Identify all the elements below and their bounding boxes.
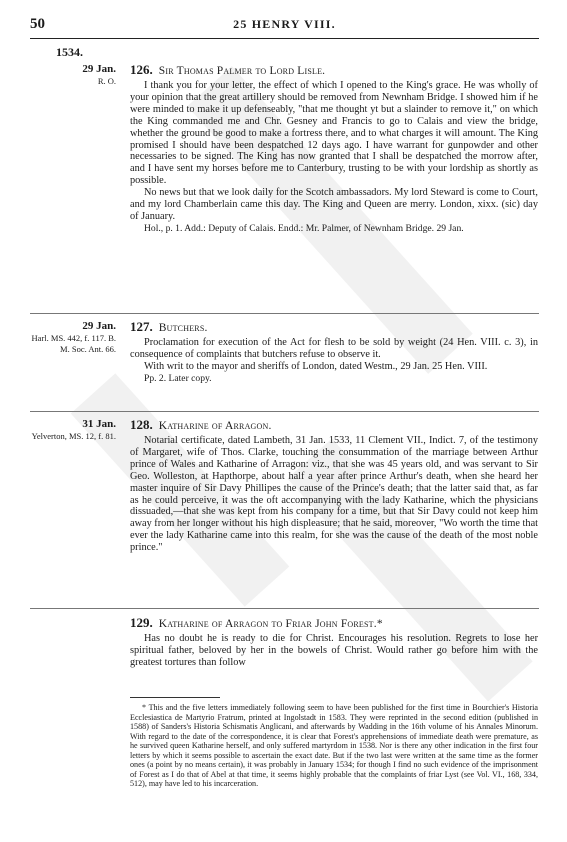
entry-paragraph: Notarial certificate, dated Lambeth, 31 Jan. 1533, 11 Clement VII., Indict. 7, of the testimony of Margaret, wife of Thos. Clarke, touching the consummation of the marriage between Arthur prince of Wales and Katharine of Arragon: viz., that she was 45 years old, and was servant to Sir Geo. Wolleston, at Hapthorpe, about half a year after prince Arthur's death, when she heard her master inquire of Sir Davy Phillipes the cause of the Prince's death; that the latter said that, as far as he could perceive, it was the oft accompanying with the lady Katharine, which the physicians dissuaded,—that she was kept from his company for a time, but that Sir Davy could not keep him away from her longer without his high displeasure; that he said, moreover, "Wo worth the time that ever the lady Katharine came into this realm, for she was the cause of the death of the most noble prince."	[130, 435, 538, 554]
entry-separator	[30, 411, 539, 412]
entry-127-body	[130, 337, 538, 385]
entry-provenance: Hol., p. 1. Add.: Deputy of Calais. Endd.: Mr. Palmer, of Newnham Bridge. 29 Jan.	[144, 222, 464, 234]
entry-number: 128.	[130, 417, 153, 432]
entry-128-title	[130, 418, 540, 433]
entry-paragraph: Has no doubt he is ready to die for Christ. Encourages his resolution. Regrets to lose her spiritual father, beloved by her in the bowels of Christ. Would rather go before him with the greatest tortures than follow	[130, 633, 538, 668]
footnote	[130, 703, 538, 789]
entry-128-margin	[28, 418, 116, 442]
entry-129-body	[130, 633, 538, 669]
entry-provenance: Pp. 2. Later copy.	[144, 372, 212, 384]
entry-date: 31 Jan.	[82, 418, 116, 430]
entry-heading: Katharine of Arragon.	[158, 420, 272, 432]
entry-126-title	[130, 63, 540, 78]
year-label: 1534.	[56, 45, 83, 59]
entry-date: 29 Jan.	[82, 63, 116, 75]
entry-heading: Butchers.	[158, 322, 208, 334]
entry-source: Yelverton, MS. 12, f. 81.	[31, 431, 116, 441]
entry-127-margin	[28, 320, 116, 354]
entry-heading: Katharine of Arragon to Friar John Forest.*	[158, 618, 383, 630]
entry-number: 127.	[130, 319, 153, 334]
entry-paragraph: I thank you for your letter, the effect of which I opened to the King's grace. He was wholly of your opinion that the great artillery should be removed from Newnham Bridge. I showed him if he were minded to make it up defenseably, "that me thought yt but a slainder to remove it," on which the King commanded me and Chr. Gesney and Francis to go to Calais and view the bridge, whether the ground be good to make a fortress there, and to what charges it will amount. The King promised I should have been despatched 12 days ago. I have warrant for gunpowder and other necessaries to be signed. The King has now granted that I shall be despatched the morrow after, and I have sent my horses before me to Canterbury, trusting to be with your lordship as shortly as possible.	[130, 80, 538, 187]
entry-paragraph: With writ to the mayor and sheriffs of London, dated Westm., 29 Jan. 25 Hen. VIII.	[144, 360, 488, 372]
header-rule	[30, 38, 539, 39]
entry-source: Harl. MS. 442, f. 117. B. M. Soc. Ant. 66.	[31, 333, 116, 354]
page-number: 50	[30, 16, 45, 32]
footnote-rule	[130, 697, 220, 698]
entry-source: R. O.	[97, 76, 116, 86]
running-head: 25 HENRY VIII.	[233, 17, 336, 31]
entry-date: 29 Jan.	[82, 320, 116, 332]
entry-separator	[30, 313, 539, 314]
entry-126-margin	[28, 63, 116, 87]
entry-129-title	[130, 616, 540, 631]
entry-127-title	[130, 320, 540, 335]
entry-separator	[30, 608, 539, 609]
entry-paragraph: No news but that we look daily for the Scotch ambassadors. My lord Steward is come to Court, and my lord Chamberlain came this day. The King and Queen are merry. London, xixx. (sic) day of January.	[130, 187, 538, 222]
entry-number: 129.	[130, 615, 153, 630]
entry-126-body	[130, 80, 538, 235]
footnote-text: * This and the five letters immediately following seem to have been published for the first time in Bourchier's Historia Ecclesiastica de Martyrio Fratrum, printed at Ingolstadt in 1583. They were reprinted in the second edition (published in 1588) of Sanders's Historia Schismatis Anglicani, and afterwards by Wadding in the 16th volume of his Annales Minorum. With regard to the date of the correspondence, it is clear that Forest's apprehensions of immediate death were premature, as he survived queen Katharine herself, and only suffered martyrdom in 1538. Nor is there any other indication in the first four letters by which it seems possible to ascertain the exact date. But if the two last were written at the same time as the former ones (a point by no means certain), it was probably in January 1534; for though I find no such evidence of the imprisonment of Forest as I do that of Abel at that time, it seems highly probable that the complaints of friar Lyst (see Vol. VI., 168, 334, 512), may have led to his incarceration.	[130, 703, 538, 789]
entry-128-body	[130, 435, 538, 554]
entry-paragraph: Proclamation for execution of the Act for flesh to be sold by weight (24 Hen. VIII. c. 3), in consequence of complaints that butchers refuse to observe it.	[130, 337, 538, 360]
entry-heading: Sir Thomas Palmer to Lord Lisle.	[158, 65, 326, 77]
page-header	[30, 16, 539, 38]
entry-number: 126.	[130, 62, 153, 77]
